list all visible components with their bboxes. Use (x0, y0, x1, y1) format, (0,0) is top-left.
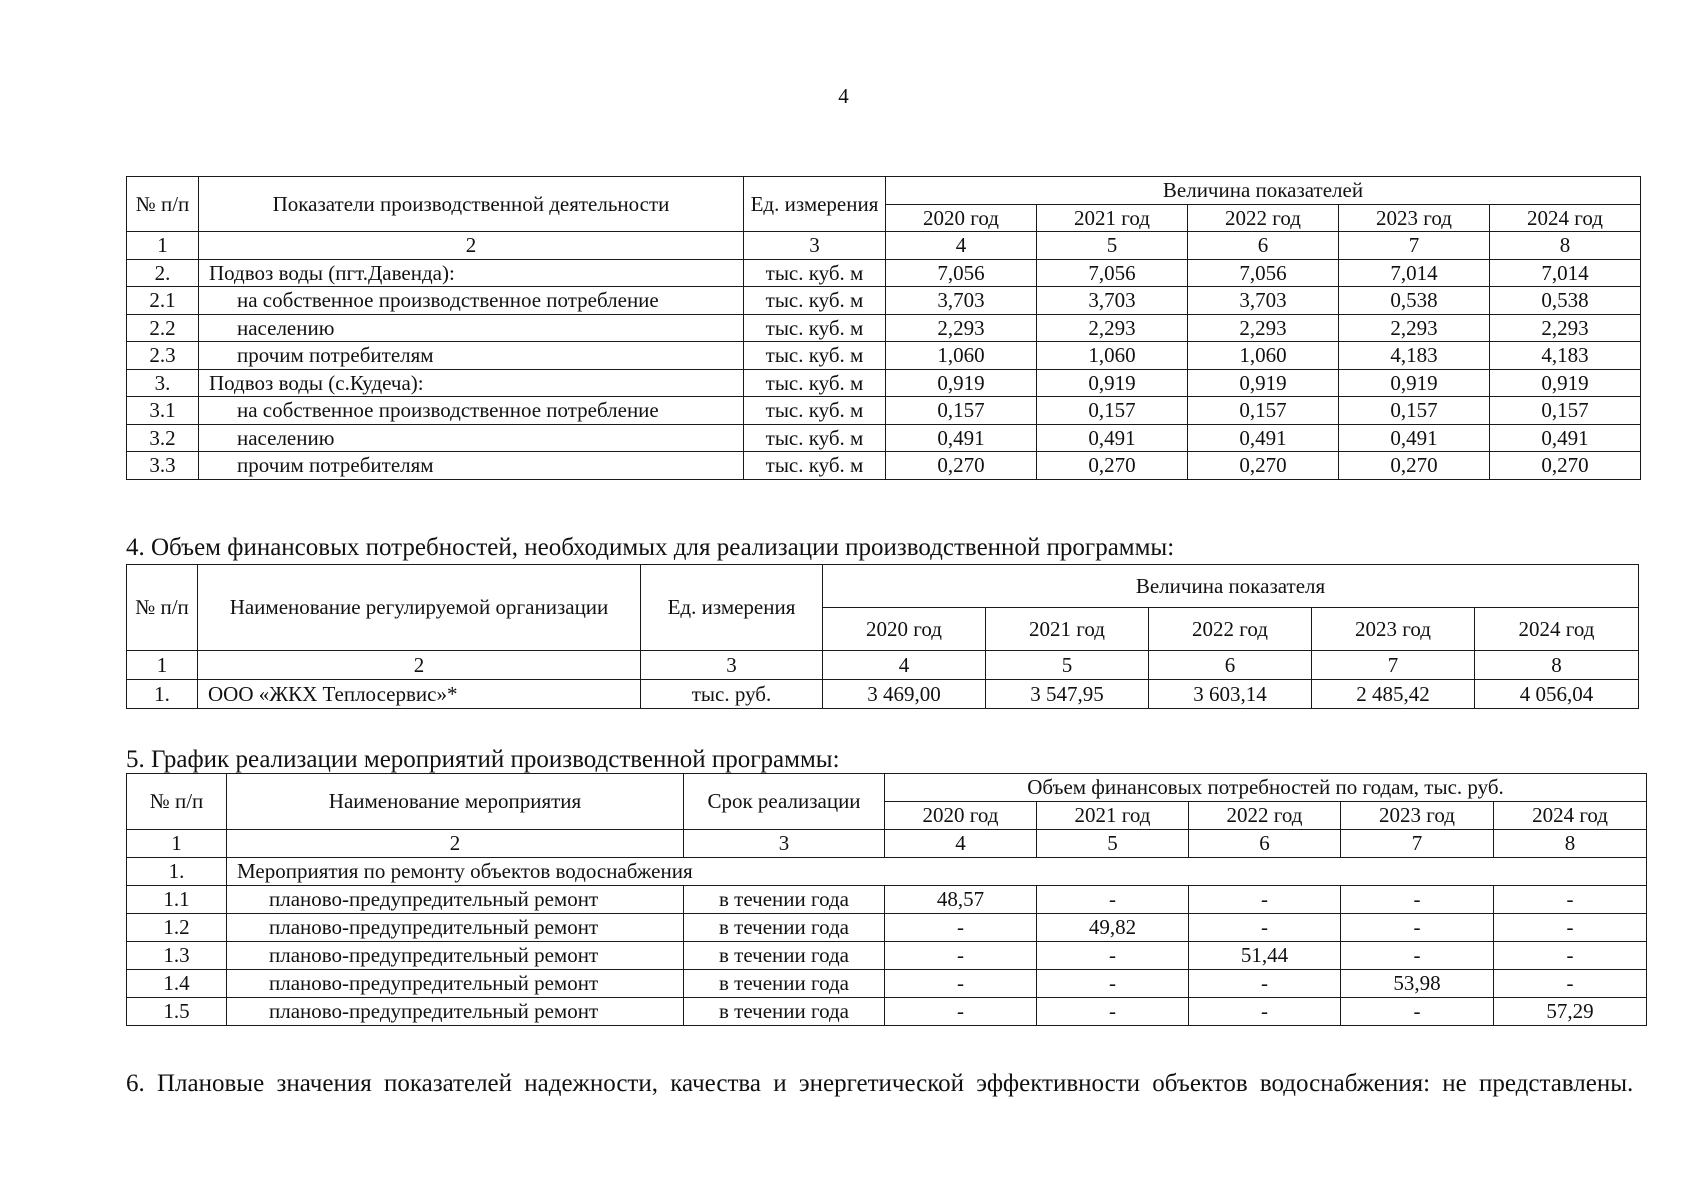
row-value: 0,919 (886, 369, 1037, 397)
row-value: 3,703 (886, 287, 1037, 315)
section-6-paragraph: 6. Плановые значения показателей надежности, качества и энергетической эффективности объектов водоснабжения: не представлены. (126, 1070, 1634, 1097)
column-number: 6 (1188, 232, 1339, 260)
section-4-heading: 4. Объем финансовых потребностей, необходимых для реализации производственной программы: (126, 534, 1175, 561)
row-value: - (1189, 914, 1341, 942)
row-indicator: прочим потребителям (199, 452, 744, 480)
column-number: 1 (127, 651, 198, 680)
table-row (127, 914, 1647, 942)
row-value: 3 603,14 (1149, 680, 1312, 709)
row-num: 3.2 (127, 424, 199, 452)
column-number: 8 (1494, 830, 1647, 858)
row-unit: тыс. куб. м (744, 424, 886, 452)
row-value: 0,919 (1188, 369, 1339, 397)
row-value: 57,29 (1494, 998, 1647, 1026)
row-num: 1.3 (127, 942, 227, 970)
column-number: 3 (641, 651, 823, 680)
header-year: 2021 год (1037, 204, 1188, 232)
header-year: 2023 год (1312, 608, 1475, 651)
row-num: 3. (127, 369, 199, 397)
group-num: 1. (127, 858, 227, 886)
header-year: 2023 год (1341, 802, 1494, 830)
row-value: - (1341, 998, 1494, 1026)
table-header-row (127, 774, 1647, 802)
row-measure: планово-предупредительный ремонт (227, 914, 684, 942)
row-unit: тыс. куб. м (744, 342, 886, 370)
row-unit: тыс. куб. м (744, 397, 886, 425)
header-num: № п/п (127, 177, 199, 232)
table-row (127, 886, 1647, 914)
column-number: 4 (886, 232, 1037, 260)
row-num: 1.1 (127, 886, 227, 914)
production-indicators-table (126, 176, 1641, 480)
row-num: 3.3 (127, 452, 199, 480)
row-value: 7,056 (1188, 259, 1339, 287)
header-values-group: Величина показателей (886, 177, 1641, 205)
column-number: 5 (1037, 830, 1189, 858)
row-value: 3,703 (1188, 287, 1339, 315)
row-num: 2.3 (127, 342, 199, 370)
row-unit: тыс. руб. (641, 680, 823, 709)
column-number: 2 (199, 232, 744, 260)
column-number: 3 (744, 232, 886, 260)
implementation-schedule-table (126, 773, 1647, 1026)
section-5-heading: 5. График реализации мероприятий производственной программы: (126, 746, 840, 773)
row-value: - (1189, 970, 1341, 998)
row-value: 0,270 (1339, 452, 1490, 480)
row-value: 7,014 (1490, 259, 1641, 287)
row-value: 4,183 (1490, 342, 1641, 370)
row-value: 4,183 (1339, 342, 1490, 370)
row-value: 7,056 (886, 259, 1037, 287)
row-value: 48,57 (885, 886, 1037, 914)
table-row (127, 397, 1641, 425)
row-value: - (1341, 942, 1494, 970)
row-measure: планово-предупредительный ремонт (227, 998, 684, 1026)
table-row (127, 998, 1647, 1026)
row-value: - (1189, 998, 1341, 1026)
header-year: 2024 год (1490, 204, 1641, 232)
row-unit: тыс. куб. м (744, 287, 886, 315)
row-indicator: на собственное производственное потребление (199, 287, 744, 315)
table-row (127, 314, 1641, 342)
row-value: 7,056 (1037, 259, 1188, 287)
row-value: 49,82 (1037, 914, 1189, 942)
row-num: 1.4 (127, 970, 227, 998)
row-value: 51,44 (1189, 942, 1341, 970)
row-value: 0,491 (1339, 424, 1490, 452)
table-row (127, 942, 1647, 970)
row-term: в течении года (684, 942, 885, 970)
table-row (127, 369, 1641, 397)
column-number: 2 (198, 651, 641, 680)
header-year: 2024 год (1494, 802, 1647, 830)
header-unit: Ед. измерения (744, 177, 886, 232)
row-value: 1,060 (1188, 342, 1339, 370)
row-indicator: на собственное производственное потребление (199, 397, 744, 425)
row-value: 1,060 (1037, 342, 1188, 370)
row-value: 0,157 (1188, 397, 1339, 425)
row-value: - (885, 970, 1037, 998)
row-value: 0,919 (1037, 369, 1188, 397)
row-value: 2,293 (1037, 314, 1188, 342)
table-row (127, 452, 1641, 480)
header-indicator: Показатели производственной деятельности (199, 177, 744, 232)
row-value: 2,293 (1490, 314, 1641, 342)
column-number: 4 (823, 651, 986, 680)
header-term: Срок реализации (684, 774, 885, 830)
row-measure: планово-предупредительный ремонт (227, 942, 684, 970)
row-value: 3 469,00 (823, 680, 986, 709)
column-number-row (127, 232, 1641, 260)
header-year: 2024 год (1475, 608, 1639, 651)
table-row (127, 970, 1647, 998)
row-value: 2 485,42 (1312, 680, 1475, 709)
row-num: 1.2 (127, 914, 227, 942)
row-term: в течении года (684, 914, 885, 942)
table-header-row (127, 177, 1641, 205)
row-value: - (1037, 998, 1189, 1026)
header-num: № п/п (127, 565, 198, 651)
row-unit: тыс. куб. м (744, 369, 886, 397)
row-value: 2,293 (1339, 314, 1490, 342)
row-value: 0,538 (1339, 287, 1490, 315)
table-row (127, 680, 1639, 709)
row-value: - (885, 998, 1037, 1026)
row-value: 0,270 (886, 452, 1037, 480)
row-value: - (1341, 914, 1494, 942)
organization-name: ООО «ЖКХ Теплосервис»* (198, 680, 641, 709)
column-number: 5 (986, 651, 1149, 680)
row-measure: планово-предупредительный ремонт (227, 886, 684, 914)
header-values-group: Величина показателя (823, 565, 1639, 608)
row-num: 2.1 (127, 287, 199, 315)
row-num: 1.5 (127, 998, 227, 1026)
row-term: в течении года (684, 998, 885, 1026)
row-value: 0,538 (1490, 287, 1641, 315)
column-number: 8 (1490, 232, 1641, 260)
column-number: 5 (1037, 232, 1188, 260)
row-value: 0,919 (1339, 369, 1490, 397)
row-unit: тыс. куб. м (744, 314, 886, 342)
row-value: 1,060 (886, 342, 1037, 370)
header-organization: Наименование регулируемой организации (198, 565, 641, 651)
header-year: 2022 год (1188, 204, 1339, 232)
group-title: Мероприятия по ремонту объектов водоснабжения (227, 858, 1647, 886)
page-number: 4 (838, 84, 849, 108)
row-num: 2.2 (127, 314, 199, 342)
column-number: 7 (1339, 232, 1490, 260)
row-value: 0,919 (1490, 369, 1641, 397)
header-year: 2022 год (1189, 802, 1341, 830)
column-number: 4 (885, 830, 1037, 858)
header-values-group: Объем финансовых потребностей по годам, тыс. руб. (885, 774, 1647, 802)
header-year: 2020 год (886, 204, 1037, 232)
row-value: 3 547,95 (986, 680, 1149, 709)
header-year: 2020 год (885, 802, 1037, 830)
column-number: 6 (1189, 830, 1341, 858)
row-value: 0,157 (1037, 397, 1188, 425)
header-year: 2023 год (1339, 204, 1490, 232)
table-row (127, 424, 1641, 452)
row-indicator: населению (199, 314, 744, 342)
row-value: 0,270 (1037, 452, 1188, 480)
row-num: 2. (127, 259, 199, 287)
header-unit: Ед. измерения (641, 565, 823, 651)
row-term: в течении года (684, 970, 885, 998)
header-year: 2020 год (823, 608, 986, 651)
header-year: 2021 год (1037, 802, 1189, 830)
header-year: 2021 год (986, 608, 1149, 651)
row-value: - (1341, 886, 1494, 914)
column-number: 6 (1149, 651, 1312, 680)
row-indicator: Подвоз воды (с.Кудеча): (199, 369, 744, 397)
row-value: 4 056,04 (1475, 680, 1639, 709)
row-value: 0,491 (886, 424, 1037, 452)
row-indicator: населению (199, 424, 744, 452)
column-number: 1 (127, 830, 227, 858)
header-num: № п/п (127, 774, 227, 830)
row-unit: тыс. куб. м (744, 452, 886, 480)
row-value: - (1494, 942, 1647, 970)
row-value: - (885, 914, 1037, 942)
column-number: 8 (1475, 651, 1639, 680)
column-number: 1 (127, 232, 199, 260)
row-value: - (1037, 942, 1189, 970)
row-value: - (1037, 886, 1189, 914)
row-value: - (1037, 970, 1189, 998)
row-value: - (1494, 970, 1647, 998)
row-value: - (1494, 914, 1647, 942)
row-value: - (1494, 886, 1647, 914)
row-num: 3.1 (127, 397, 199, 425)
row-value: 0,157 (1490, 397, 1641, 425)
column-number: 7 (1312, 651, 1475, 680)
financial-needs-table (126, 564, 1639, 709)
column-number-row (127, 830, 1647, 858)
column-number: 3 (684, 830, 885, 858)
column-number-row (127, 651, 1639, 680)
row-num: 1. (127, 680, 198, 709)
row-term: в течении года (684, 886, 885, 914)
row-value: 53,98 (1341, 970, 1494, 998)
row-value: 0,157 (886, 397, 1037, 425)
table-header-row (127, 565, 1639, 608)
row-value: 0,270 (1490, 452, 1641, 480)
table-row (127, 342, 1641, 370)
row-value: 0,491 (1037, 424, 1188, 452)
row-unit: тыс. куб. м (744, 259, 886, 287)
column-number: 2 (227, 830, 684, 858)
row-value: 7,014 (1339, 259, 1490, 287)
header-year: 2022 год (1149, 608, 1312, 651)
group-row (127, 858, 1647, 886)
row-value: 3,703 (1037, 287, 1188, 315)
row-indicator: прочим потребителям (199, 342, 744, 370)
header-measure: Наименование мероприятия (227, 774, 684, 830)
row-value: 0,270 (1188, 452, 1339, 480)
column-number: 7 (1341, 830, 1494, 858)
row-measure: планово-предупредительный ремонт (227, 970, 684, 998)
row-indicator: Подвоз воды (пгт.Давенда): (199, 259, 744, 287)
row-value: 2,293 (886, 314, 1037, 342)
table-row (127, 287, 1641, 315)
row-value: 2,293 (1188, 314, 1339, 342)
table-row (127, 259, 1641, 287)
row-value: 0,491 (1188, 424, 1339, 452)
row-value: - (885, 942, 1037, 970)
row-value: - (1189, 886, 1341, 914)
row-value: 0,491 (1490, 424, 1641, 452)
row-value: 0,157 (1339, 397, 1490, 425)
